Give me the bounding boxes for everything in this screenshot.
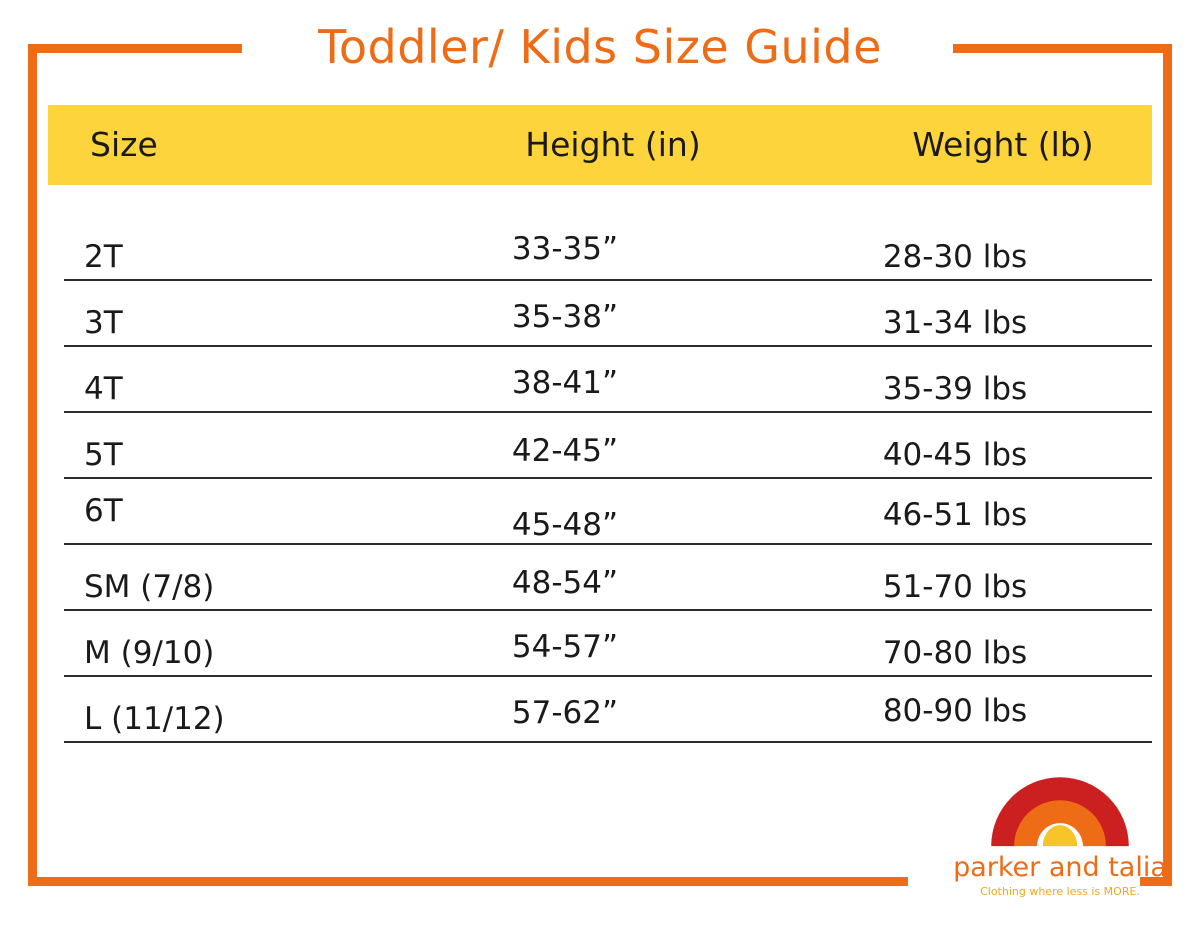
cell-weight: 80-90 lbs xyxy=(882,693,1028,729)
cell-weight: 35-39 lbs xyxy=(882,371,1028,407)
cell-weight: 51-70 lbs xyxy=(882,569,1028,605)
cell-height: 33-35” xyxy=(511,231,619,267)
frame-border-right xyxy=(1163,44,1172,886)
cell-size: 6T xyxy=(84,493,123,529)
cell-weight: 40-45 lbs xyxy=(882,437,1028,473)
table-row xyxy=(48,479,1152,545)
column-header-size: Size xyxy=(90,125,158,164)
table-body xyxy=(48,215,1152,743)
table-row xyxy=(48,611,1152,677)
table-header-row xyxy=(48,105,1152,185)
cell-height: 57-62” xyxy=(511,695,619,731)
table-row xyxy=(48,347,1152,413)
cell-size: M (9/10) xyxy=(84,635,215,671)
table-row xyxy=(48,215,1152,281)
frame-border-left xyxy=(28,44,37,886)
table-row xyxy=(48,677,1152,743)
column-header-height: Height (in) xyxy=(525,125,701,164)
cell-weight: 46-51 lbs xyxy=(882,497,1028,533)
table-row xyxy=(48,281,1152,347)
cell-height: 45-48” xyxy=(511,507,619,543)
brand-name: parker and talia xyxy=(953,852,1167,883)
rainbow-arch-icon xyxy=(980,762,1140,848)
cell-weight: 28-30 lbs xyxy=(882,239,1028,275)
cell-size: 3T xyxy=(84,305,123,341)
column-header-weight: Weight (lb) xyxy=(912,125,1094,164)
cell-size: 5T xyxy=(84,437,123,473)
cell-size: SM (7/8) xyxy=(84,569,215,605)
brand-tagline: Clothing where less is MORE. xyxy=(980,885,1140,898)
cell-weight: 31-34 lbs xyxy=(882,305,1028,341)
cell-height: 42-45” xyxy=(511,433,619,469)
cell-size: L (11/12) xyxy=(84,701,225,737)
table-row xyxy=(48,545,1152,611)
cell-height: 35-38” xyxy=(511,299,619,335)
table-row xyxy=(48,413,1152,479)
cell-height: 54-57” xyxy=(511,629,619,665)
cell-height: 48-54” xyxy=(511,565,619,601)
cell-size: 2T xyxy=(84,239,123,275)
row-divider xyxy=(64,741,1152,743)
frame-border-bottom-left xyxy=(28,877,908,886)
page-title: Toddler/ Kids Size Guide xyxy=(318,20,882,74)
brand-logo xyxy=(930,762,1190,898)
cell-height: 38-41” xyxy=(511,365,619,401)
cell-weight: 70-80 lbs xyxy=(882,635,1028,671)
cell-size: 4T xyxy=(84,371,123,407)
